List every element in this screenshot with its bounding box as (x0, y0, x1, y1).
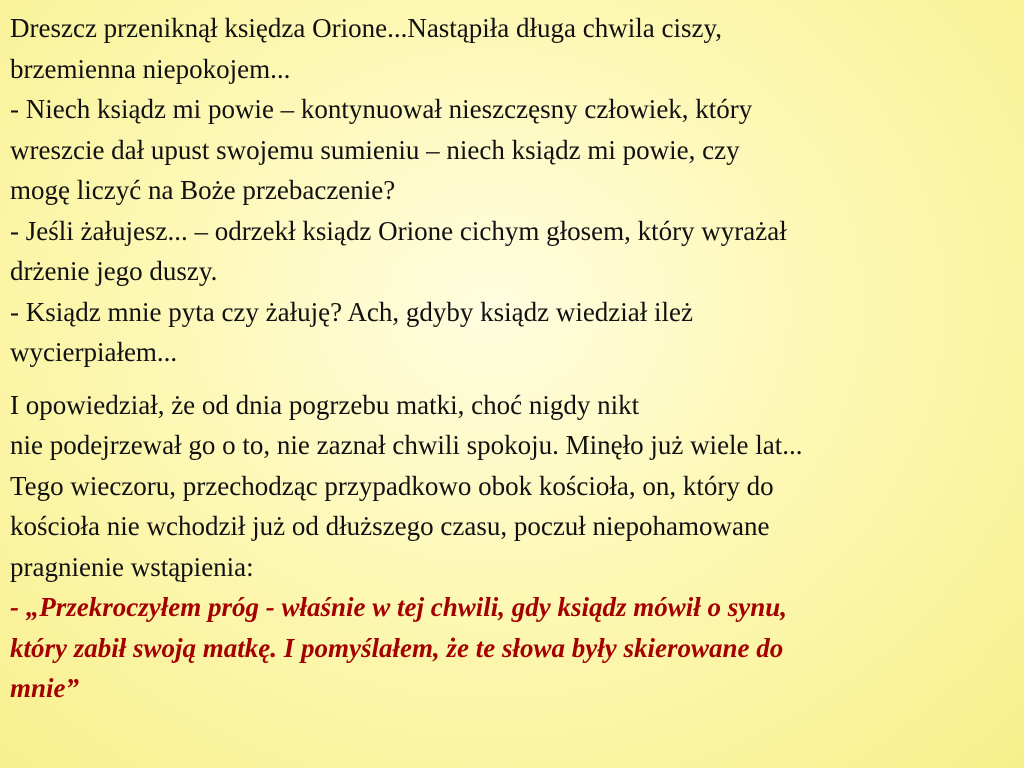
text-line: Tego wieczoru, przechodząc przypadkowo obok kościoła, on, który do (10, 470, 774, 501)
text-line: wycierpiałem... (10, 337, 178, 367)
text-line: wreszcie dał upust swojemu sumieniu – niech ksiądz mi powie, czy (10, 134, 740, 165)
text-line: I opowiedział, że od dnia pogrzebu matki, choć nigdy nikt (10, 389, 640, 420)
quote-line: - „Przekroczyłem próg - właśnie w tej chwili, gdy ksiądz mówił o synu, (10, 592, 788, 622)
text-line: pragnienie wstąpienia: (10, 551, 254, 582)
text-line: Dreszcz przeniknął księdza Orione...Nastąpiła długa chwila ciszy, (10, 13, 722, 43)
quote-line: który zabił swoją matkę. I pomyślałem, że te słowa były skierowane do (10, 632, 784, 663)
text-line: mogę liczyć na Boże przebaczenie? (10, 175, 396, 205)
text-line: - Jeśli żałujesz... – odrzekł ksiądz Orione cichym głosem, który wyrażał (10, 215, 787, 246)
paragraph-dialogue (10, 8, 1014, 373)
text-line: drżenie jego duszy. (10, 256, 218, 286)
text-line: - Ksiądz mnie pyta czy żałuję? Ach, gdyby ksiądz wiedział ileż (10, 296, 693, 327)
text-line: nie podejrzewał go o to, nie zaznał chwili spokoju. Minęło już wiele lat... (10, 430, 803, 460)
quote-line: mnie” (10, 673, 80, 703)
text-line: kościoła nie wchodził już od dłuższego czasu, poczuł niepohamowane (10, 511, 770, 541)
text-line: - Niech ksiądz mi powie – kontynuował nieszczęsny człowiek, który (10, 94, 753, 124)
text-line: brzemienna niepokojem... (10, 53, 291, 84)
paragraph-narrative (10, 385, 1014, 709)
